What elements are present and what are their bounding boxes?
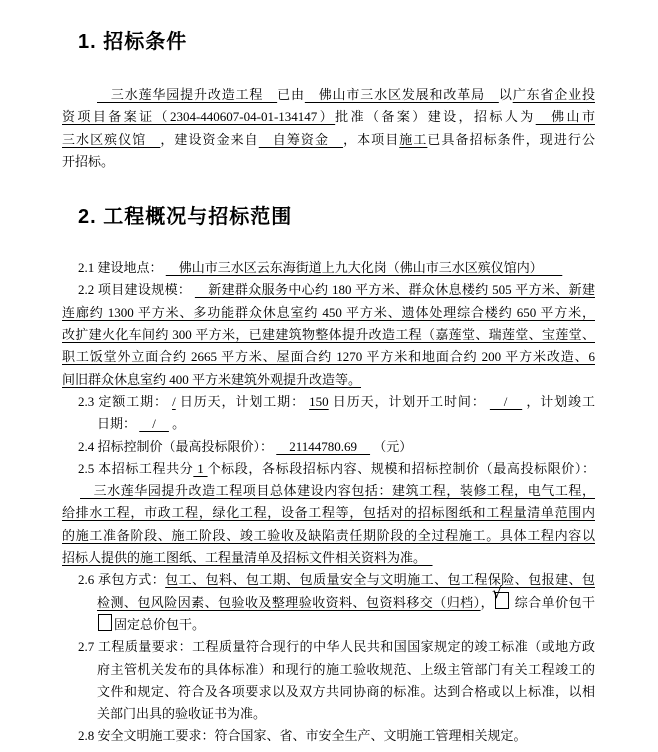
text-segment: 综合单价包干: [511, 594, 595, 610]
text-segment: 150: [309, 393, 329, 409]
text-segment: 改扩建火化车间约 300 平方米，已建建筑物整体提升改造工程（嘉莲堂、瑞莲堂、宝莲堂、: [62, 327, 595, 343]
tender-conditions-paragraph: [62, 84, 595, 173]
text-segment: 日期：: [97, 416, 140, 432]
text-segment: 2.7 工程质量要求：工程质量符合现行的中华人民共和国国家规定的竣工标准（或地方政: [78, 639, 595, 655]
text-line: [62, 324, 595, 346]
text-line: [62, 614, 595, 636]
text-segment: 文件和规定、符合及各项要求以及双方共同协商的标准。达到合格或以上标准，以相: [97, 683, 595, 699]
checkbox-checked-icon: [492, 582, 509, 609]
text-segment: 新建群众服务中心约 180 平方米、群众休息楼约 505 平方米、新建: [194, 282, 595, 298]
text-segment: 关部门出具的验收证书为准。: [97, 706, 267, 722]
text-line: [62, 569, 595, 591]
text-segment: 个标段，各标段招标内容、规模和招标控制价（最高投标限价）：: [207, 460, 595, 476]
item-2-8-safety-requirements: [62, 725, 595, 747]
text-line: [62, 547, 595, 569]
text-segment: /: [172, 393, 176, 409]
text-segment: 包工、包料、包工期、包质量安全与文明施工、包工程保险、包报建、包: [165, 572, 595, 588]
text-segment: 批准（备案）建设，招标人为: [335, 109, 536, 125]
text-segment: 开招标。: [62, 153, 115, 169]
text-segment: 职工饭堂外立面合约 2665 平方米、屋面合约 1270 平方米和地面合约 200 平方米改造、6: [62, 349, 595, 365]
text-segment: 自筹资金: [258, 131, 344, 147]
text-segment: 三水莲华园提升改造工程项目总体建设内容包括：建筑工程，装修工程，电气工程，: [80, 483, 595, 499]
text-line: [62, 279, 595, 301]
text-line: [62, 129, 595, 151]
text-segment: 固定总价包干。: [114, 616, 206, 632]
text-segment: 施工: [399, 131, 428, 147]
text-segment: 1: [193, 460, 208, 476]
item-2-5-bid-sections: [62, 458, 595, 569]
text-segment: 招标人提供的施工图纸、工程量清单及招标文件相关资料为准。: [62, 550, 433, 566]
text-segment: 2.3 定额工期：: [78, 393, 173, 409]
text-line: [62, 681, 595, 703]
text-line: [62, 436, 595, 458]
text-line: [62, 84, 595, 106]
text-segment: 2.1 建设地点：: [78, 260, 166, 276]
text-segment: 连廊约 1300 平方米、多功能群众休息室约 450 平方米、遗体处理综合楼约 650 平方米，: [62, 304, 595, 320]
text-line: [62, 703, 595, 725]
text-segment: ，本项目: [343, 131, 400, 147]
text-segment: 的施工准备阶段、施工阶段、竣工验收及缺陷责任期阶段的全过程施工。具体工程内容以: [62, 527, 595, 543]
text-segment: 三水莲华园提升改造工程: [97, 87, 278, 102]
text-segment: 21144780.69: [276, 438, 371, 454]
text-segment: 2.8 安全文明施工要求：符合国家、省、市安全生产、文明施工管理相关规定。: [78, 728, 527, 744]
text-line: [62, 257, 595, 279]
text-segment: 日历天，计划工期：: [175, 393, 310, 409]
text-segment: 三水区殡仪馆: [62, 131, 161, 147]
text-line: [62, 725, 595, 747]
text-segment: 佛山市三水区云东海街道上九大化岗（佛山市三水区殡仪馆内）: [165, 260, 563, 276]
item-2-4-bid-control-price: [62, 436, 595, 458]
text-segment: 已由: [277, 87, 305, 102]
text-line: [62, 413, 595, 435]
text-segment: 已具备招标条件，现进行公: [427, 131, 595, 147]
text-segment: ，建设资金来自: [160, 131, 259, 147]
text-segment: 2.4 招标控制价（最高投标限价）：: [78, 438, 277, 454]
checkmark-glyph: √: [492, 582, 503, 602]
text-line: [62, 458, 595, 480]
text-segment: 2.6 承包方式：: [78, 572, 166, 588]
section-2-heading: 2. 工程概况与招标范围: [78, 206, 293, 229]
text-segment: 2.5 本招标工程共分: [78, 460, 194, 476]
text-segment: 佛山市三水区发展和改革局: [304, 87, 499, 102]
text-line: [62, 636, 595, 658]
text-line: [62, 582, 595, 614]
text-segment: 日历天，计划开工时间：: [328, 393, 490, 409]
text-line: [62, 659, 595, 681]
text-segment: 广东省企业投: [512, 87, 595, 102]
text-line: [62, 302, 595, 324]
section-1-heading: 1. 招标条件: [78, 31, 188, 53]
text-segment: 。: [168, 416, 186, 432]
text-line: [62, 525, 595, 547]
text-segment: ，计划竣工: [522, 393, 595, 409]
text-line: [62, 346, 595, 368]
text-segment: 资项目备案证（2304-440607-04-01-134147）: [62, 109, 336, 125]
text-line: [62, 151, 595, 173]
text-segment: 间旧群众休息室约 400 平方米建筑外观提升改造等。: [62, 371, 362, 387]
text-segment: （元）: [370, 438, 413, 454]
text-segment: ，: [480, 594, 495, 610]
text-segment: 给排水工程，市政工程，绿化工程，设备工程等，包括对的招标图纸和工程量清单范围内: [62, 505, 595, 521]
text-line: [62, 391, 595, 413]
item-2-2-project-scale: [62, 279, 595, 390]
text-line: [62, 480, 595, 502]
checkbox-empty-icon: [98, 614, 112, 631]
text-segment: /: [139, 416, 169, 432]
text-segment: 佛山市: [535, 109, 595, 125]
item-2-6-contracting-method: [62, 569, 595, 636]
text-segment: 以: [498, 87, 513, 102]
item-2-7-quality-requirements: [62, 636, 595, 725]
text-segment: /: [489, 393, 523, 409]
text-segment: 检测、包风险因素、包验收及整理验收资料、包资料移交（归档）: [97, 594, 481, 610]
item-2-3-construction-period: [62, 391, 595, 436]
text-line: [62, 502, 595, 524]
text-line: [62, 369, 595, 391]
text-segment: 府主管机关发布的具体标准）和现行的施工验收规范、上级主管部门有关工程竣工的: [97, 661, 595, 677]
item-2-1-construction-site: [62, 257, 595, 279]
text-line: [62, 106, 595, 128]
text-segment: 2.2 项目建设规模：: [78, 282, 195, 298]
